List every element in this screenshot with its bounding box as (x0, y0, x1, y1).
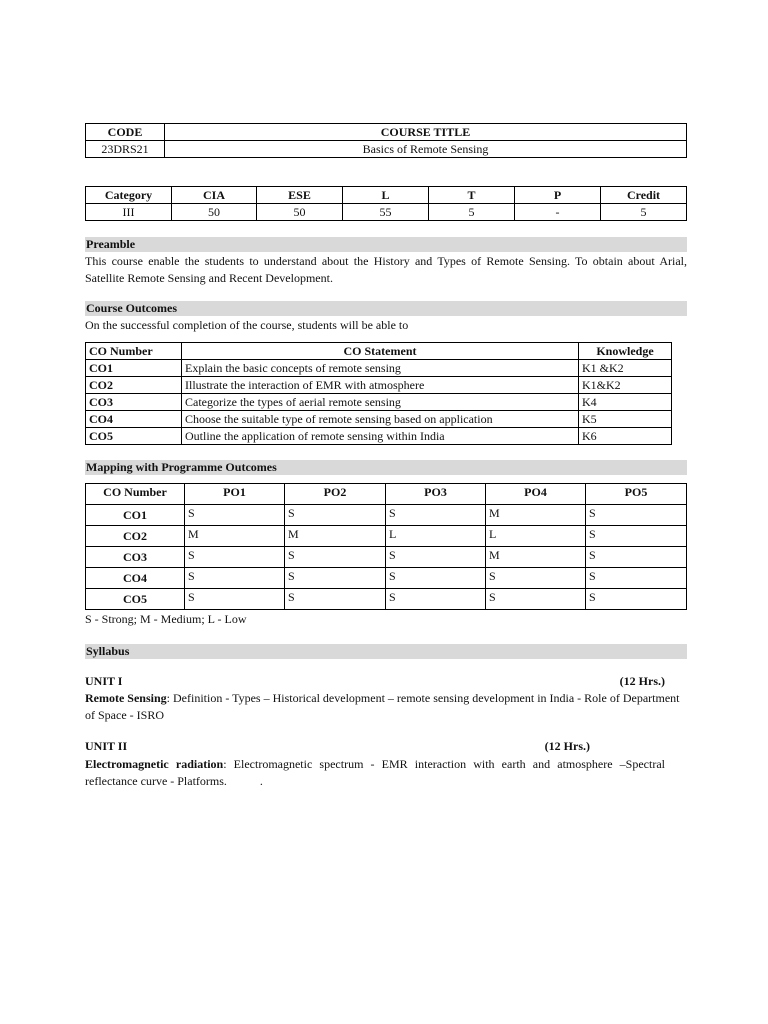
credits-value-cell: 50 (257, 204, 343, 221)
mapping-header-cell: PO5 (586, 484, 687, 505)
credits-value-cell: III (86, 204, 172, 221)
credits-header-cell: P (515, 187, 601, 204)
mapping-level-cell: S (185, 568, 285, 589)
mapping-level-cell: M (185, 526, 285, 547)
knowledge-cell: K1&K2 (579, 377, 672, 394)
mapping-level-cell: S (486, 589, 586, 610)
course-outcomes-table (85, 342, 672, 445)
mapping-level-cell: S (586, 505, 687, 526)
mapping-level-cell: M (486, 505, 586, 526)
knowledge-cell: K1 &K2 (579, 360, 672, 377)
unit-1 (85, 673, 665, 690)
co-number-cell: CO5 (86, 428, 182, 445)
mapping-level-cell: S (285, 589, 386, 610)
mapping-heading: Mapping with Programme Outcomes (85, 460, 687, 475)
credits-header-cell: ESE (257, 187, 343, 204)
mapping-level-cell: S (486, 568, 586, 589)
mapping-header-cell: CO Number (86, 484, 185, 505)
unit-2-topic: Electromagnetic radiation (85, 757, 224, 771)
credits-table (85, 186, 687, 221)
table-row (86, 505, 687, 526)
table-row (86, 568, 687, 589)
credits-header-row (86, 187, 687, 204)
mapping-header-cell: PO2 (285, 484, 386, 505)
credits-value-cell: 55 (343, 204, 429, 221)
mapping-co-cell: CO2 (86, 526, 185, 547)
syllabus-page (85, 123, 687, 790)
mapping-level-cell: S (386, 547, 486, 568)
mapping-level-cell: L (386, 526, 486, 547)
mapping-co-cell: CO4 (86, 568, 185, 589)
table-row (86, 394, 672, 411)
mapping-level-cell: S (285, 568, 386, 589)
credits-value-row (86, 204, 687, 221)
preamble-text: This course enable the students to understand about the History and Types of Remote Sensing. To obtain about Arial, Satellite Remote Sensing and Recent Development. (85, 254, 687, 285)
credits-value-cell: 5 (429, 204, 515, 221)
co-statement-cell: Illustrate the interaction of EMR with atmosphere (182, 377, 579, 394)
mapping-level-cell: S (386, 505, 486, 526)
unit-1-text: : Definition - Types – Historical development – remote sensing development in India - Role of Department of Space - ISRO (85, 691, 680, 722)
mapping-level-cell: S (586, 526, 687, 547)
credits-value-cell: 5 (601, 204, 687, 221)
mapping-level-cell: S (386, 568, 486, 589)
unit-2-content (85, 756, 668, 790)
credits-header-cell: CIA (172, 187, 257, 204)
mapping-co-cell: CO5 (86, 589, 185, 610)
unit-2-title: UNIT II (85, 739, 128, 753)
mapping-level-cell: S (386, 589, 486, 610)
mapping-level-cell: S (586, 568, 687, 589)
co-number-cell: CO1 (86, 360, 182, 377)
mapping-header-cell: PO1 (185, 484, 285, 505)
unit-2-hours: (12 Hrs.) (544, 739, 590, 753)
mapping-header-cell: PO4 (486, 484, 586, 505)
credits-header-cell: T (429, 187, 515, 204)
knowledge-cell: K4 (579, 394, 672, 411)
co-statement-cell: Explain the basic concepts of remote sensing (182, 360, 579, 377)
credits-value-cell: - (515, 204, 601, 221)
unit-1-hours: (12 Hrs.) (619, 674, 665, 688)
unit-1-content (85, 690, 687, 724)
co-number-header: CO Number (86, 343, 182, 360)
course-header-table (85, 123, 687, 158)
mapping-header-row (86, 484, 687, 505)
co-number-cell: CO2 (86, 377, 182, 394)
mapping-level-cell: S (285, 547, 386, 568)
code-header: CODE (86, 124, 165, 141)
syllabus-heading: Syllabus (85, 644, 687, 659)
mapping-table (85, 483, 687, 610)
unit-1-title: UNIT I (85, 674, 123, 688)
credits-header-cell: Credit (601, 187, 687, 204)
preamble-heading: Preamble (85, 237, 687, 252)
table-row (86, 589, 687, 610)
table-row (86, 377, 672, 394)
unit-2 (85, 738, 590, 755)
mapping-co-cell: CO1 (86, 505, 185, 526)
mapping-level-cell: S (586, 589, 687, 610)
course-title-header: COURSE TITLE (165, 124, 687, 141)
mapping-legend: S - Strong; M - Medium; L - Low (85, 612, 247, 626)
co-statement-cell: Outline the application of remote sensing within India (182, 428, 579, 445)
co-number-cell: CO3 (86, 394, 182, 411)
table-row (86, 411, 672, 428)
table-row (86, 428, 672, 445)
co-number-cell: CO4 (86, 411, 182, 428)
credits-header-cell: L (343, 187, 429, 204)
mapping-co-cell: CO3 (86, 547, 185, 568)
course-outcomes-heading: Course Outcomes (85, 301, 687, 316)
unit-2-text: : Electromagnetic spectrum - EMR interaction with earth and atmosphere –Spectral reflectance curve - Platforms. . (85, 757, 668, 788)
unit-1-topic: Remote Sensing (85, 691, 167, 705)
table-row (86, 547, 687, 568)
knowledge-cell: K5 (579, 411, 672, 428)
credits-value-cell: 50 (172, 204, 257, 221)
co-statement-cell: Categorize the types of aerial remote sensing (182, 394, 579, 411)
mapping-level-cell: S (185, 505, 285, 526)
mapping-level-cell: M (285, 526, 386, 547)
table-row (86, 526, 687, 547)
mapping-level-cell: S (185, 547, 285, 568)
knowledge-header: Knowledge (579, 343, 672, 360)
mapping-header-cell: PO3 (386, 484, 486, 505)
course-code: 23DRS21 (86, 141, 165, 158)
mapping-level-cell: L (486, 526, 586, 547)
mapping-level-cell: S (285, 505, 386, 526)
credits-header-cell: Category (86, 187, 172, 204)
table-row (86, 360, 672, 377)
mapping-level-cell: S (586, 547, 687, 568)
co-statement-cell: Choose the suitable type of remote sensing based on application (182, 411, 579, 428)
knowledge-cell: K6 (579, 428, 672, 445)
mapping-level-cell: M (486, 547, 586, 568)
co-statement-header: CO Statement (182, 343, 579, 360)
course-outcomes-intro: On the successful completion of the course, students will be able to (85, 318, 409, 332)
course-title: Basics of Remote Sensing (165, 141, 687, 158)
mapping-level-cell: S (185, 589, 285, 610)
